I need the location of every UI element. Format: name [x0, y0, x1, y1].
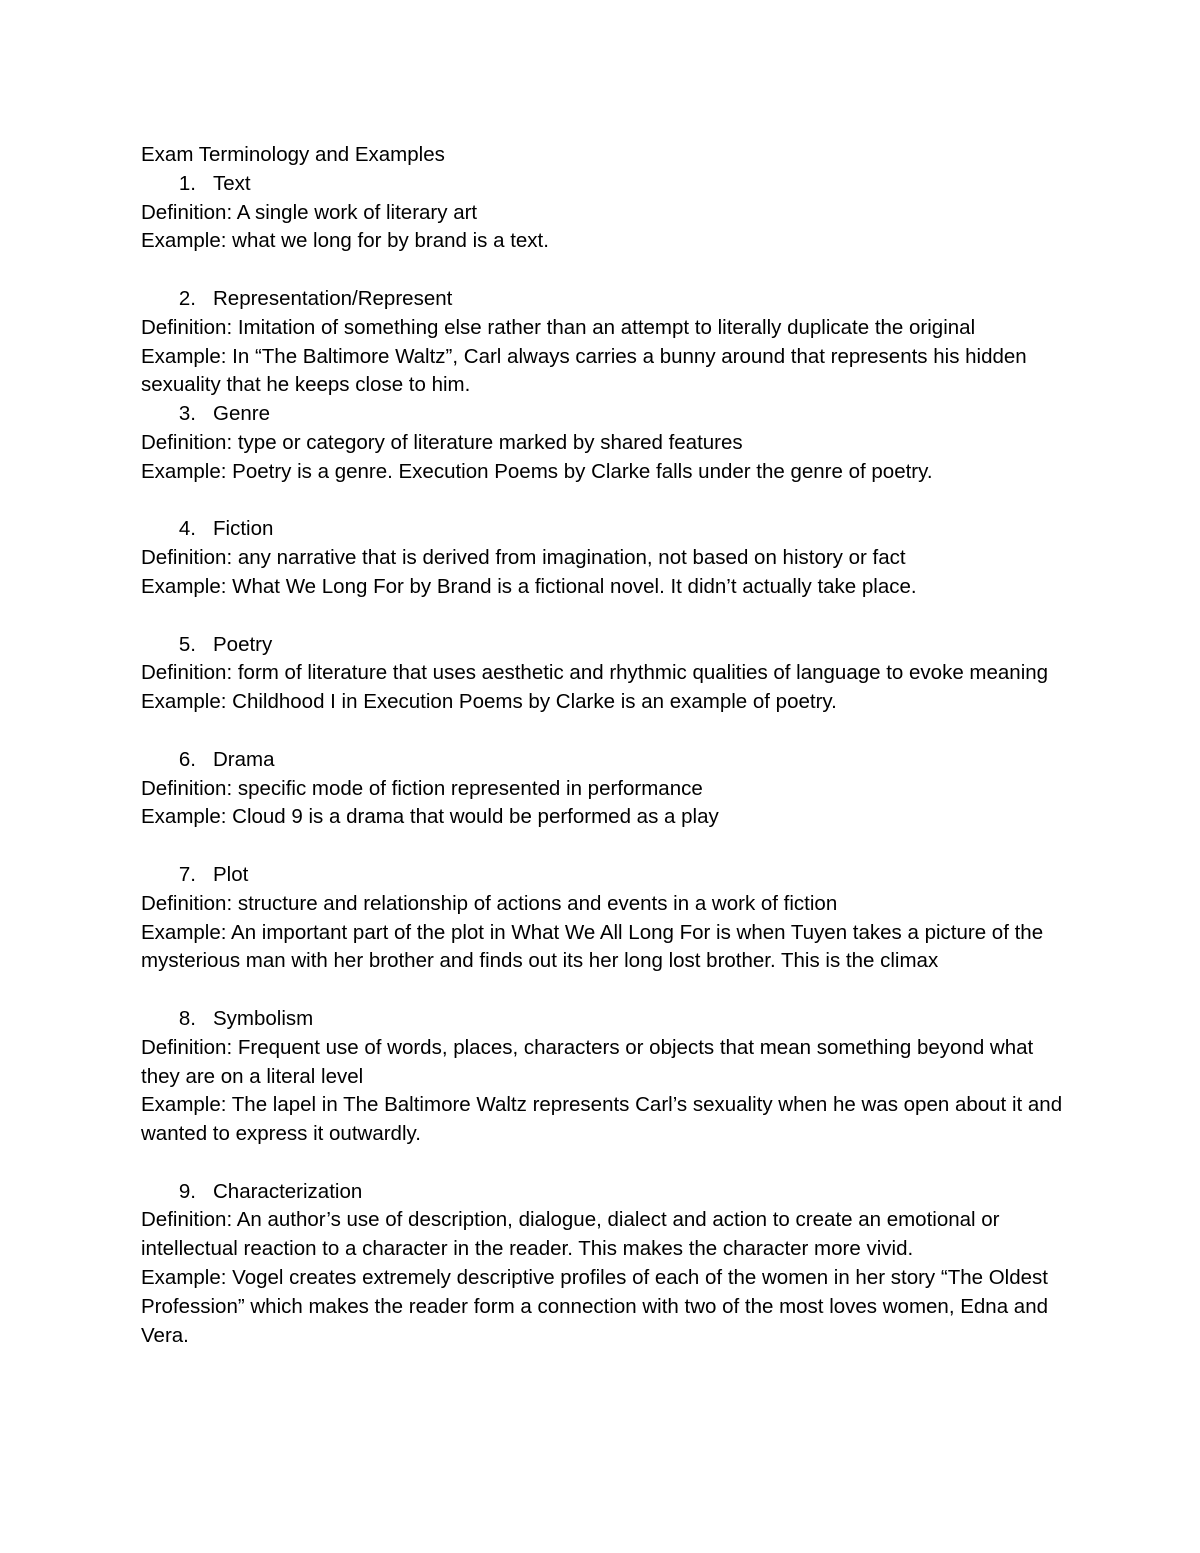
blank-line	[141, 1149, 1071, 1178]
term-name: Poetry	[213, 632, 273, 656]
term-name: Text	[213, 171, 251, 195]
term-heading	[141, 285, 1071, 314]
term-example: Example: In “The Baltimore Waltz”, Carl always carries a bunny around that represents his hidden sexuality that he keeps close to him.	[141, 344, 1027, 397]
term-example: Example: Childhood I in Execution Poems by Clarke is an example of poetry.	[141, 690, 837, 714]
blank-line	[141, 976, 1071, 1005]
term-definition: Definition: Imitation of something else rather than an attempt to literally duplicate the original	[141, 315, 976, 339]
term-example: Example: What We Long For by Brand is a fictional novel. It didn’t actually take place.	[141, 574, 917, 598]
term-number: 4.	[178, 517, 196, 541]
term-name: Drama	[213, 747, 275, 771]
term-name: Genre	[213, 402, 270, 426]
term-number: 8.	[178, 1006, 196, 1030]
term-heading	[141, 1005, 1071, 1034]
term-example: Example: The lapel in The Baltimore Waltz represents Carl’s sexuality when he was open about it and wanted to express it outwardly.	[141, 1093, 1063, 1146]
term-example: Example: Cloud 9 is a drama that would be performed as a play	[141, 805, 719, 829]
term-definition: Definition: An author’s use of description, dialogue, dialect and action to create an emotional or intellectual reaction to a character in the reader. This makes the character more vivid.	[141, 1208, 1000, 1261]
term-entry	[141, 1005, 1071, 1149]
term-definition: Definition: form of literature that uses aesthetic and rhythmic qualities of language to evoke meaning	[141, 661, 1049, 685]
term-heading	[141, 746, 1071, 775]
document-title: Exam Terminology and Examples	[141, 143, 445, 166]
term-entry	[141, 170, 1071, 256]
term-example: Example: An important part of the plot in What We All Long For is when Tuyen takes a picture of the mysterious man with her brother and finds out its her long lost brother. This is the climax	[141, 920, 1044, 973]
term-name: Fiction	[213, 517, 274, 541]
term-entry	[141, 285, 1071, 400]
term-definition: Definition: any narrative that is derived from imagination, not based on history or fact	[141, 546, 906, 570]
term-number: 2.	[178, 286, 196, 310]
term-example: Example: Vogel creates extremely descriptive profiles of each of the women in her story “The Oldest Profession” which makes the reader form a connection with two of the most loves women, Edna and Vera.	[141, 1266, 1049, 1347]
term-heading	[141, 400, 1071, 429]
term-number: 7.	[178, 862, 196, 886]
term-entry	[141, 861, 1071, 976]
term-entry	[141, 1178, 1071, 1351]
term-number: 6.	[178, 747, 196, 771]
term-entry	[141, 631, 1071, 717]
term-name: Characterization	[213, 1179, 363, 1203]
blank-line	[141, 487, 1071, 516]
term-name: Representation/Represent	[213, 286, 453, 310]
term-example: Example: Poetry is a genre. Execution Poems by Clarke falls under the genre of poetry.	[141, 459, 933, 483]
term-definition: Definition: specific mode of fiction represented in performance	[141, 776, 703, 800]
document-body	[141, 141, 1071, 1350]
term-number: 3.	[178, 402, 196, 426]
term-heading	[141, 861, 1071, 890]
term-heading	[141, 1178, 1071, 1207]
term-heading	[141, 170, 1071, 199]
blank-line	[141, 717, 1071, 746]
blank-line	[141, 832, 1071, 861]
term-number: 1.	[178, 171, 196, 195]
term-definition: Definition: Frequent use of words, places, characters or objects that mean something beyond what they are on a literal level	[141, 1035, 1034, 1088]
term-definition: Definition: structure and relationship of actions and events in a work of fiction	[141, 891, 838, 915]
term-number: 5.	[178, 632, 196, 656]
term-definition: Definition: type or category of literature marked by shared features	[141, 430, 743, 454]
term-name: Symbolism	[213, 1006, 314, 1030]
term-entry	[141, 746, 1071, 832]
term-number: 9.	[178, 1179, 196, 1203]
term-heading	[141, 631, 1071, 660]
term-definition: Definition: A single work of literary art	[141, 200, 478, 224]
term-name: Plot	[213, 862, 249, 886]
term-heading	[141, 515, 1071, 544]
blank-line	[141, 256, 1071, 285]
term-entry	[141, 515, 1071, 601]
term-example: Example: what we long for by brand is a text.	[141, 229, 549, 253]
term-entry	[141, 400, 1071, 486]
blank-line	[141, 602, 1071, 631]
